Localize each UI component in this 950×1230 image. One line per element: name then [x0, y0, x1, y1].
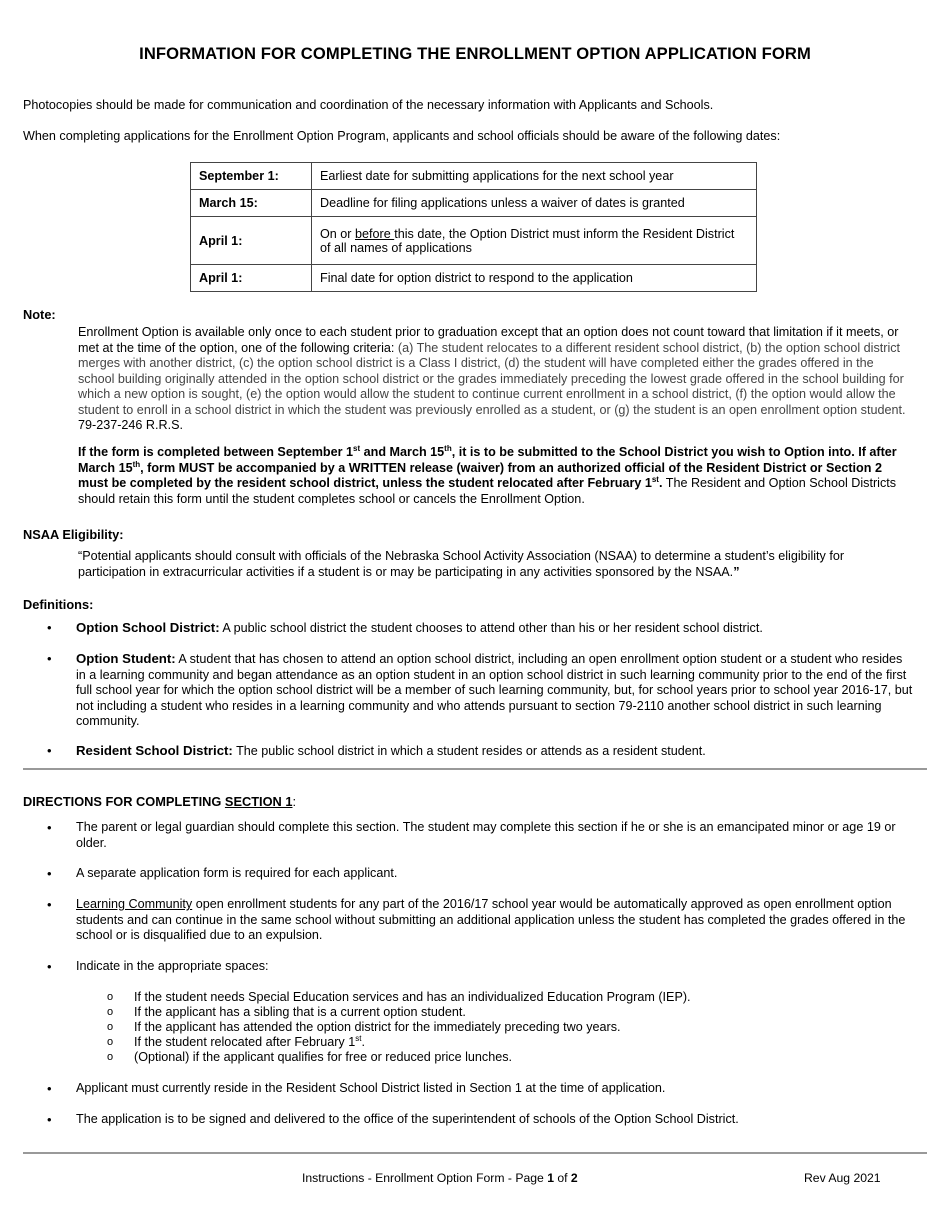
sub-list-item [107, 1050, 907, 1065]
directions-heading-colon: : [292, 794, 297, 809]
date-value: Final date for option district to respond to the application [312, 265, 757, 292]
intro-dates: When completing applications for the Enrollment Option Program, applicants and school officials should be aware of the following dates: [23, 129, 781, 143]
intro-photocopies: Photocopies should be made for communication and coordination of the necessary information with Applicants and Schools. [23, 98, 714, 112]
page-title: INFORMATION FOR COMPLETING THE ENROLLMENT OPTION APPLICATION FORM [139, 44, 811, 63]
bullet-icon: • [47, 1081, 52, 1096]
learning-community-term: Learning Community [76, 897, 193, 911]
footer-revision: Rev Aug 2021 [804, 1171, 881, 1185]
date-value: Earliest date for submitting applications for the next school year [312, 163, 757, 190]
sub-list-text: If the applicant has a sibling that is a current option student. [134, 1005, 466, 1019]
statute-citation: 79-237-246 R.R.S. [78, 418, 184, 432]
bullet-icon: • [47, 743, 52, 758]
sub-list-item [107, 1005, 907, 1020]
sub-list-text: If the applicant has attended the option district for the immediately preceding two years. [134, 1020, 621, 1034]
nsaa-quote: “Potential applicants should consult with officials of the Nebraska School Activity Association (NSAA) to determine a student’s eligibility for participation in extracurricular activities if a student is or may be participating in any activities sponsored by the NSAA. [78, 549, 845, 579]
footer-text: of [553, 1171, 571, 1185]
page-total: 2 [570, 1171, 578, 1185]
date-key: April 1: [191, 217, 312, 265]
date-value [312, 217, 757, 265]
definition-term: Option Student: [76, 651, 176, 666]
directions-heading-section: SECTION 1 [224, 794, 293, 809]
nsaa-text [78, 549, 913, 580]
list-item [47, 897, 913, 944]
date-key: September 1: [191, 163, 312, 190]
definition-item [47, 651, 913, 730]
bullet-icon: • [47, 651, 52, 666]
footer-page-info [302, 1171, 578, 1185]
table-row [191, 163, 757, 190]
sub-list-text: (Optional) if the applicant qualifies for free or reduced price lunches. [134, 1050, 513, 1064]
sub-list-item [107, 1035, 907, 1050]
note-text: The Resident and Option School Districts should retain this form until the student completes school or cancels the Enrollment Option. [78, 476, 897, 506]
list-item-text: The application is to be signed and delivered to the office of the superintendent of schools of the Option School District. [76, 1112, 739, 1126]
bullet-icon: • [47, 620, 52, 635]
note-bold-text: and March 15 [360, 445, 445, 459]
list-item [47, 1112, 913, 1128]
date-key: April 1: [191, 265, 312, 292]
circle-bullet-icon: o [107, 1006, 114, 1018]
circle-bullet-icon: o [107, 991, 114, 1003]
bullet-icon: • [47, 897, 52, 912]
definition-text: A student that has chosen to attend an option school district, including an open enrollment option student or a student who resides in a learning community and began attendance as an option student in an option school district in such learning community prior to the end of the first full school year for which the option school district will be a member of such learning community, but, for school years prior to school year 2016-17, but not including a student who resides in a learning community and who attends pursuant to section 79-2110 another school district in such learning community. [76, 652, 913, 728]
date-value-underlined: before [355, 226, 395, 241]
table-row [191, 217, 757, 265]
table-row [191, 265, 757, 292]
directions-heading-text: DIRECTIONS FOR COMPLETING [23, 794, 225, 809]
list-item [47, 820, 913, 851]
definition-text: A public school district the student chooses to attend other than his or her resident school district. [219, 621, 763, 635]
note-paragraph-2 [78, 445, 913, 507]
sub-list-text: If the student needs Special Education services and has an individualized Education Program (IEP). [134, 990, 691, 1004]
ordinal-suffix: st [355, 1033, 362, 1043]
note-criteria: (a) The student relocates to a different resident school district, (b) the option school district merges with another district, (c) the option school district is a Class I district, (d) the student will have completed either the grades offered in the school building originally attended in the option school district or the grades immediately preceding the lowest grade offered in the school building for which a new option is sought, (e) the option would allow the student to continue current enrollment in a school district, (f) the option would allow the student to enroll in a school district in which the student was previously enrolled as a student, or (g) the student is an open enrollment option student. [78, 340, 906, 417]
bullet-icon: • [47, 959, 52, 974]
date-value-text: this date, the Option District must inform the Resident District of all names of applications [320, 226, 735, 255]
ordinal-suffix: th [444, 443, 452, 453]
list-item [47, 866, 913, 882]
definition-item [47, 743, 913, 760]
list-item-text: open enrollment students for any part of the 2016/17 school year would be automatically approved as open enrollment option students and can continue in the same school without submitting an additional application unless the student has completed the grades offered in the school or is disqualified due to an expulsion. [76, 897, 906, 942]
bullet-icon: • [47, 866, 52, 881]
circle-bullet-icon: o [107, 1051, 114, 1063]
definition-term: Resident School District: [76, 743, 233, 758]
circle-bullet-icon: o [107, 1036, 114, 1048]
nsaa-heading: NSAA Eligibility: [23, 527, 124, 542]
definitions-heading: Definitions: [23, 597, 94, 612]
definition-item [47, 620, 913, 637]
page-number: 1 [547, 1171, 554, 1185]
note-paragraph-1 [78, 325, 913, 434]
dates-table [190, 162, 757, 292]
note-bold-text: , it is to be submitted to the School District you wish to Option into. If after March 15 [78, 445, 897, 475]
footer-text: Instructions - Enrollment Option Form - Page [302, 1171, 548, 1185]
date-key: March 15: [191, 190, 312, 217]
note-heading: Note: [23, 307, 56, 322]
section-divider [23, 768, 927, 770]
note-bold-text: If the form is completed between September 1 [78, 445, 354, 459]
sub-list-text: If the student relocated after February 1 [134, 1035, 356, 1049]
list-item-text: Indicate in the appropriate spaces: [76, 959, 269, 973]
definition-term: Option School District: [76, 620, 220, 635]
note-bold-text: . [658, 476, 663, 490]
date-value: Deadline for filing applications unless a waiver of dates is granted [312, 190, 757, 217]
circle-bullet-icon: o [107, 1021, 114, 1033]
date-value-text: On or [320, 226, 355, 241]
bullet-icon: • [47, 820, 52, 835]
note-text: Enrollment Option is available only once to each student prior to graduation except that an option does not count toward that limitation if it meets, or met at the time of the option, one of the following criteria: [78, 325, 899, 355]
list-item-text: The parent or legal guardian should complete this section. The student may complete this section if he or she is an emancipated minor or age 19 or older. [76, 820, 896, 850]
sub-list-item [107, 1020, 907, 1035]
footer-divider [23, 1152, 927, 1154]
list-item-text: Applicant must currently reside in the Resident School District listed in Section 1 at the time of application. [76, 1081, 666, 1095]
bullet-icon: • [47, 1112, 52, 1127]
list-item [47, 959, 913, 975]
directions-heading [23, 794, 296, 809]
list-item [47, 1081, 913, 1097]
sub-list-item [107, 990, 907, 1005]
close-quote: ” [733, 564, 740, 579]
note-bold-text: , form MUST be accompanied by a WRITTEN release (waiver) from an authorized official of the Resident District or Section 2 must be completed by the resident school district, unless the student relocated after February 1 [78, 460, 882, 490]
list-item-text: A separate application form is required for each applicant. [76, 866, 398, 880]
ordinal-suffix: th [132, 459, 141, 469]
sub-list-text: . [361, 1035, 365, 1049]
ordinal-suffix: st [651, 474, 659, 484]
table-row [191, 190, 757, 217]
definition-text: The public school district in which a student resides or attends as a resident student. [232, 744, 706, 758]
ordinal-suffix: st [353, 443, 361, 453]
